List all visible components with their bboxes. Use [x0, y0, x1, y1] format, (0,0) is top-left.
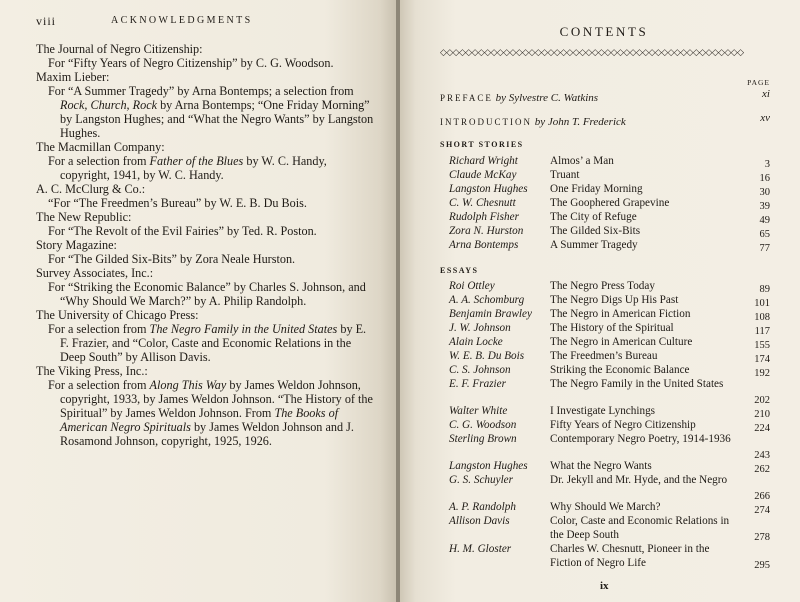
- credit-entry: [36, 224, 374, 238]
- toc-page-number: 274: [754, 505, 770, 516]
- toc-author: A. P. Randolph: [449, 501, 516, 513]
- toc-title: The Negro Press Today: [550, 280, 655, 292]
- publisher-entry: [36, 182, 374, 196]
- toc-title: I Investigate Lynchings: [550, 405, 656, 417]
- introduction-by: by John T. Frederick: [534, 116, 626, 128]
- introduction-page: xv: [760, 112, 770, 124]
- publisher-entry: [36, 70, 374, 84]
- toc-title: Almos’ a Man: [550, 155, 614, 167]
- toc-title: The Negro Digs Up His Past: [550, 294, 679, 306]
- toc-page-number: 266: [754, 491, 770, 502]
- toc-author: Sterling Brown: [449, 433, 517, 445]
- toc-title: The Negro in American Culture: [550, 336, 693, 348]
- toc-page-number: 210: [754, 409, 770, 420]
- entry-text: For “A Summer Tragedy” by Arna Bontemps; a selection from: [48, 84, 354, 98]
- toc-author: W. E. B. Du Bois: [449, 350, 525, 362]
- toc-author: Langston Hughes: [449, 183, 528, 195]
- toc-title: Contemporary Negro Poetry, 1914-1936: [550, 433, 731, 445]
- toc-title: The City of Refuge: [550, 211, 637, 223]
- toc-author: Roi Ottley: [449, 280, 495, 292]
- acknowledgments-list: [36, 42, 374, 448]
- toc-preface: [440, 88, 770, 102]
- essays-heading: ESSAYS: [440, 266, 479, 275]
- toc-title: Striking the Economic Balance: [550, 364, 690, 376]
- short-stories-heading: SHORT STORIES: [440, 140, 524, 149]
- left-page-header: [36, 14, 372, 30]
- toc-author: Claude McKay: [449, 169, 517, 181]
- entry-text: by Arna Bontemps; “One Friday Morning” by Langston Hughes; and “What the Negro Wants” by Langston Hughes.: [60, 98, 374, 140]
- toc-title: The History of the Spiritual: [550, 322, 674, 334]
- entry-text: A. C. McClurg & Co.:: [36, 182, 146, 196]
- entry-text: The Macmillan Company:: [36, 140, 165, 154]
- entry-text: For a selection from: [48, 154, 150, 168]
- entry-text: Survey Associates, Inc.:: [36, 266, 154, 280]
- toc-page-number: 278: [754, 532, 770, 543]
- toc-author: Benjamin Brawley: [449, 308, 532, 320]
- entry-text: For a selection from: [48, 322, 150, 336]
- toc-page-number: 192: [754, 368, 770, 379]
- toc-author: Walter White: [449, 405, 508, 417]
- toc-title: Fifty Years of Negro Citizenship: [550, 419, 696, 431]
- entry-text: The Journal of Negro Citizenship:: [36, 42, 203, 56]
- toc-page-number: 65: [759, 229, 770, 240]
- toc-page-number: 174: [754, 354, 770, 365]
- entry-text: by E. F. Frazier, and “Color, Caste and Economic Relations in the Deep South” by Allison Davis.: [60, 322, 367, 364]
- toc-author: Alain Locke: [449, 336, 503, 348]
- publisher-entry: [36, 364, 374, 378]
- credit-entry: [36, 196, 374, 210]
- toc-page-number: 49: [759, 215, 770, 226]
- italic-title: Father of the Blues: [149, 154, 244, 168]
- toc-author: Rudolph Fisher: [449, 211, 519, 223]
- toc-page-number: 108: [754, 312, 770, 323]
- italic-title: Along This Way: [149, 378, 227, 392]
- toc-page-number: 243: [754, 450, 770, 461]
- entry-text: For “Striking the Economic Balance” by Charles S. Johnson, and “Why Should We March?” by A. Philip Randolph.: [48, 280, 366, 308]
- page-column-label: PAGE: [747, 78, 770, 87]
- toc-title: Color, Caste and Economic Relations in the Deep South: [550, 515, 730, 541]
- toc-author: G. S. Schuyler: [449, 474, 514, 486]
- toc-author: Allison Davis: [449, 515, 510, 527]
- toc-page-number: 202: [754, 395, 770, 406]
- toc-page-number: 16: [759, 173, 770, 184]
- credit-entry: [36, 378, 374, 448]
- toc-title: Why Should We March?: [550, 501, 661, 513]
- entry-text: The New Republic:: [36, 210, 132, 224]
- credit-entry: [36, 252, 374, 266]
- toc-author: C. G. Woodson: [449, 419, 517, 431]
- toc-title: Truant: [550, 169, 580, 181]
- entry-text: For “The Revolt of the Evil Fairies” by Ted. R. Poston.: [48, 224, 317, 238]
- toc-title: The Gilded Six-Bits: [550, 225, 641, 237]
- contents-title: CONTENTS: [559, 24, 649, 39]
- toc-title: What the Negro Wants: [550, 460, 652, 472]
- toc-author: E. F. Frazier: [449, 378, 506, 390]
- italic-title: Rock, Church, Rock: [60, 98, 158, 112]
- toc-page-number: 224: [754, 423, 770, 434]
- ornament-rule: ◇◇◇◇◇◇◇◇◇◇◇◇◇◇◇◇◇◇◇◇◇◇◇◇◇◇◇◇◇◇◇◇◇◇◇◇◇◇◇◇◇◇◇◇◇◇◇◇: [440, 47, 744, 57]
- publisher-entry: [36, 238, 374, 252]
- publisher-entry: [36, 42, 374, 56]
- toc-author: Zora N. Hurston: [449, 225, 524, 237]
- entry-text: The University of Chicago Press:: [36, 308, 199, 322]
- toc-author: C. W. Chesnutt: [449, 197, 516, 209]
- toc-page-number: 117: [754, 326, 770, 337]
- toc-title: The Negro in American Fiction: [550, 308, 691, 320]
- toc-author: H. M. Gloster: [449, 543, 512, 555]
- toc-author: J. W. Johnson: [449, 322, 511, 334]
- right-page-folio: ix: [600, 580, 609, 592]
- toc-author: A. A. Schomburg: [449, 294, 525, 306]
- toc-title: One Friday Morning: [550, 183, 643, 195]
- publisher-entry: [36, 140, 374, 154]
- toc-page-number: 89: [759, 284, 770, 295]
- credit-entry: [36, 280, 374, 308]
- credit-entry: [36, 322, 374, 364]
- toc-title: A Summer Tragedy: [550, 239, 638, 251]
- preface-page: xi: [762, 88, 770, 100]
- entry-text: Story Magazine:: [36, 238, 117, 252]
- toc-page-number: 30: [759, 187, 770, 198]
- toc-author: Langston Hughes: [449, 460, 528, 472]
- entry-text: For “Fifty Years of Negro Citizenship” by C. G. Woodson.: [48, 56, 334, 70]
- toc-page-number: 295: [754, 560, 770, 571]
- toc-introduction: [440, 112, 770, 126]
- italic-title: The Books of American Negro Spirituals: [60, 406, 339, 434]
- publisher-entry: [36, 210, 374, 224]
- entry-text: For “The Gilded Six-Bits” by Zora Neale Hurston.: [48, 252, 296, 266]
- toc-page-number: 3: [764, 159, 770, 170]
- toc-page-number: 77: [759, 243, 770, 254]
- toc-page-number: 155: [754, 340, 770, 351]
- left-page-folio: viii: [36, 14, 57, 28]
- toc-title: The Freedmen’s Bureau: [550, 350, 658, 362]
- toc-page-number: 101: [754, 298, 770, 309]
- introduction-label: INTRODUCTION: [440, 117, 532, 127]
- toc-page-number: 39: [759, 201, 770, 212]
- entry-text: “For “The Freedmen’s Bureau” by W. E. B. Du Bois.: [48, 196, 307, 210]
- credit-entry: [36, 84, 374, 140]
- right-page: [400, 0, 800, 602]
- preface-label: PREFACE: [440, 93, 493, 103]
- running-head: ACKNOWLEDGMENTS: [111, 15, 253, 26]
- toc-title: The Negro Family in the United States: [550, 378, 724, 390]
- toc-title: Dr. Jekyll and Mr. Hyde, and the Negro: [550, 474, 728, 486]
- italic-title: The Negro Family in the United States: [149, 322, 338, 336]
- credit-entry: [36, 56, 374, 70]
- toc-author: Arna Bontemps: [449, 239, 519, 251]
- toc-author: Richard Wright: [449, 155, 518, 167]
- entry-text: by James Weldon Johnson and J. Rosamond Johnson, copyright, 1925, 1926.: [60, 420, 354, 448]
- entry-text: The Viking Press, Inc.:: [36, 364, 148, 378]
- toc-title: Charles W. Chesnutt, Pioneer in the Fiction of Negro Life: [550, 543, 710, 569]
- left-page: [0, 0, 396, 602]
- publisher-entry: [36, 308, 374, 322]
- entry-text: Maxim Lieber:: [36, 70, 110, 84]
- publisher-entry: [36, 266, 374, 280]
- credit-entry: [36, 154, 374, 182]
- toc-title: The Goophered Grapevine: [550, 197, 670, 209]
- entry-text: by W. C. Handy, copyright, 1941, by W. C. Handy.: [60, 154, 327, 182]
- entry-text: For a selection from: [48, 378, 150, 392]
- entry-text: by James Weldon Johnson, copyright, 1933, by James Weldon Johnson. “The History of the Spiritual” by James Weldon Johnson. From: [60, 378, 373, 420]
- toc-author: C. S. Johnson: [449, 364, 511, 376]
- toc-page-number: 262: [754, 464, 770, 475]
- preface-by: by Sylvestre C. Watkins: [495, 92, 599, 104]
